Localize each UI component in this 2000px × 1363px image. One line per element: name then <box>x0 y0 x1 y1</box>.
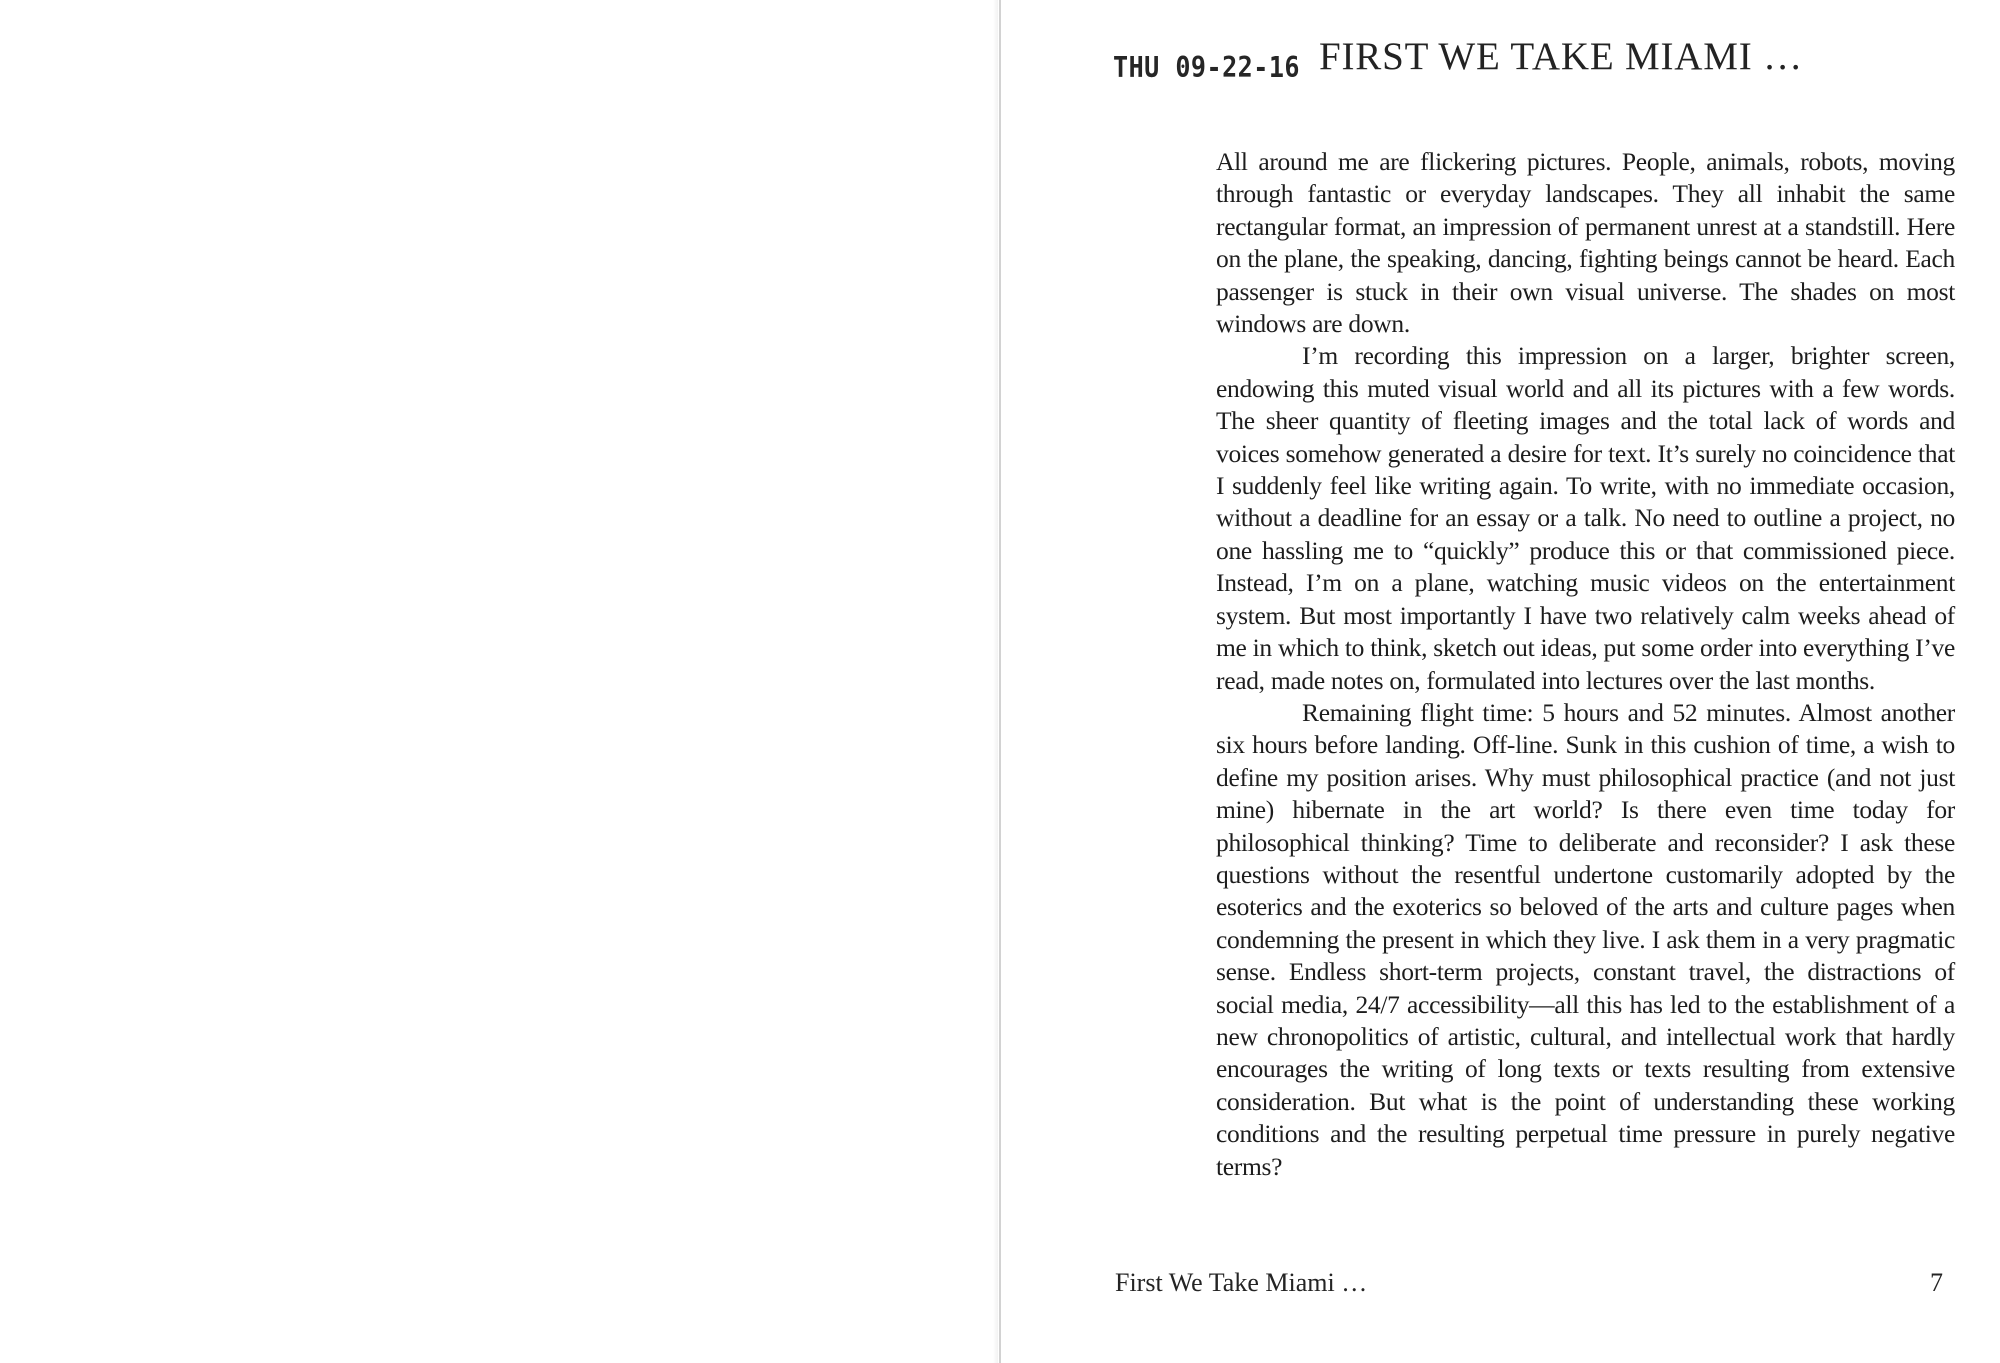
page-footer <box>1115 1268 1943 1298</box>
date-stamp: THU 09-22-16 <box>1113 52 1301 85</box>
left-blank-page <box>0 0 998 1363</box>
paragraph: Remaining flight time: 5 hours and 52 minutes. Almost another six hours before landing. Off-line. Sunk in this cushion of time, a wish to define my position arises. Why must philosophical practice (and not just mine) hibernate in the art world? Is there even time today for philosophical thinking? Time to deliberate and reconsider? I ask these questions without the resentful undertone customarily adopted by the esoterics and the exoterics so beloved of the arts and culture pages when condemning the present in which they live. I ask them in a very pragmatic sense. Endless short-term projects, constant travel, the distractions of social media, 24/7 accessibility—all this has led to the establishment of a new chronopolitics of artistic, cultural, and intellectual work that hardly encourages the writing of long texts or texts resulting from extensive consideration. But what is the point of understanding these working conditions and the resulting perpetual time pressure in purely negative terms? <box>1216 697 1955 1181</box>
paragraph: I’m recording this impression on a larger, brighter screen, endowing this muted visual world and all its pictures with a few words. The sheer quantity of fleeting images and the total lack of words and voices somehow generated a desire for text. It’s surely no coincidence that I suddenly feel like writing again. To write, with no immediate occasion, without a deadline for an essay or a talk. No need to outline a project, no one hassling me to “quickly” produce this or that commissioned piece. Instead, I’m on a plane, watching music videos on the entertainment system. But most importantly I have two relatively calm weeks ahead of me in which to think, sketch out ideas, put some order into everything I’ve read, made notes on, formulated into lectures over the last months. <box>1216 341 1955 695</box>
page-title: FIRST WE TAKE MIAMI … <box>1319 35 1803 78</box>
body-text <box>1216 146 1955 1183</box>
running-title: First We Take Miami … <box>1115 1268 1368 1297</box>
right-page <box>1001 0 2000 1363</box>
paragraph: All around me are flickering pictures. People, animals, robots, moving through fantastic or everyday landscapes. They all inhabit the same rectangular format, an impression of permanent unrest at a standstill. Here on the plane, the speaking, dancing, fighting beings cannot be heard. Each passenger is stuck in their own visual universe. The shades on most windows are down. <box>1216 147 1955 339</box>
page-number: 7 <box>1930 1268 1943 1297</box>
page-gutter-shadow <box>993 0 998 1363</box>
